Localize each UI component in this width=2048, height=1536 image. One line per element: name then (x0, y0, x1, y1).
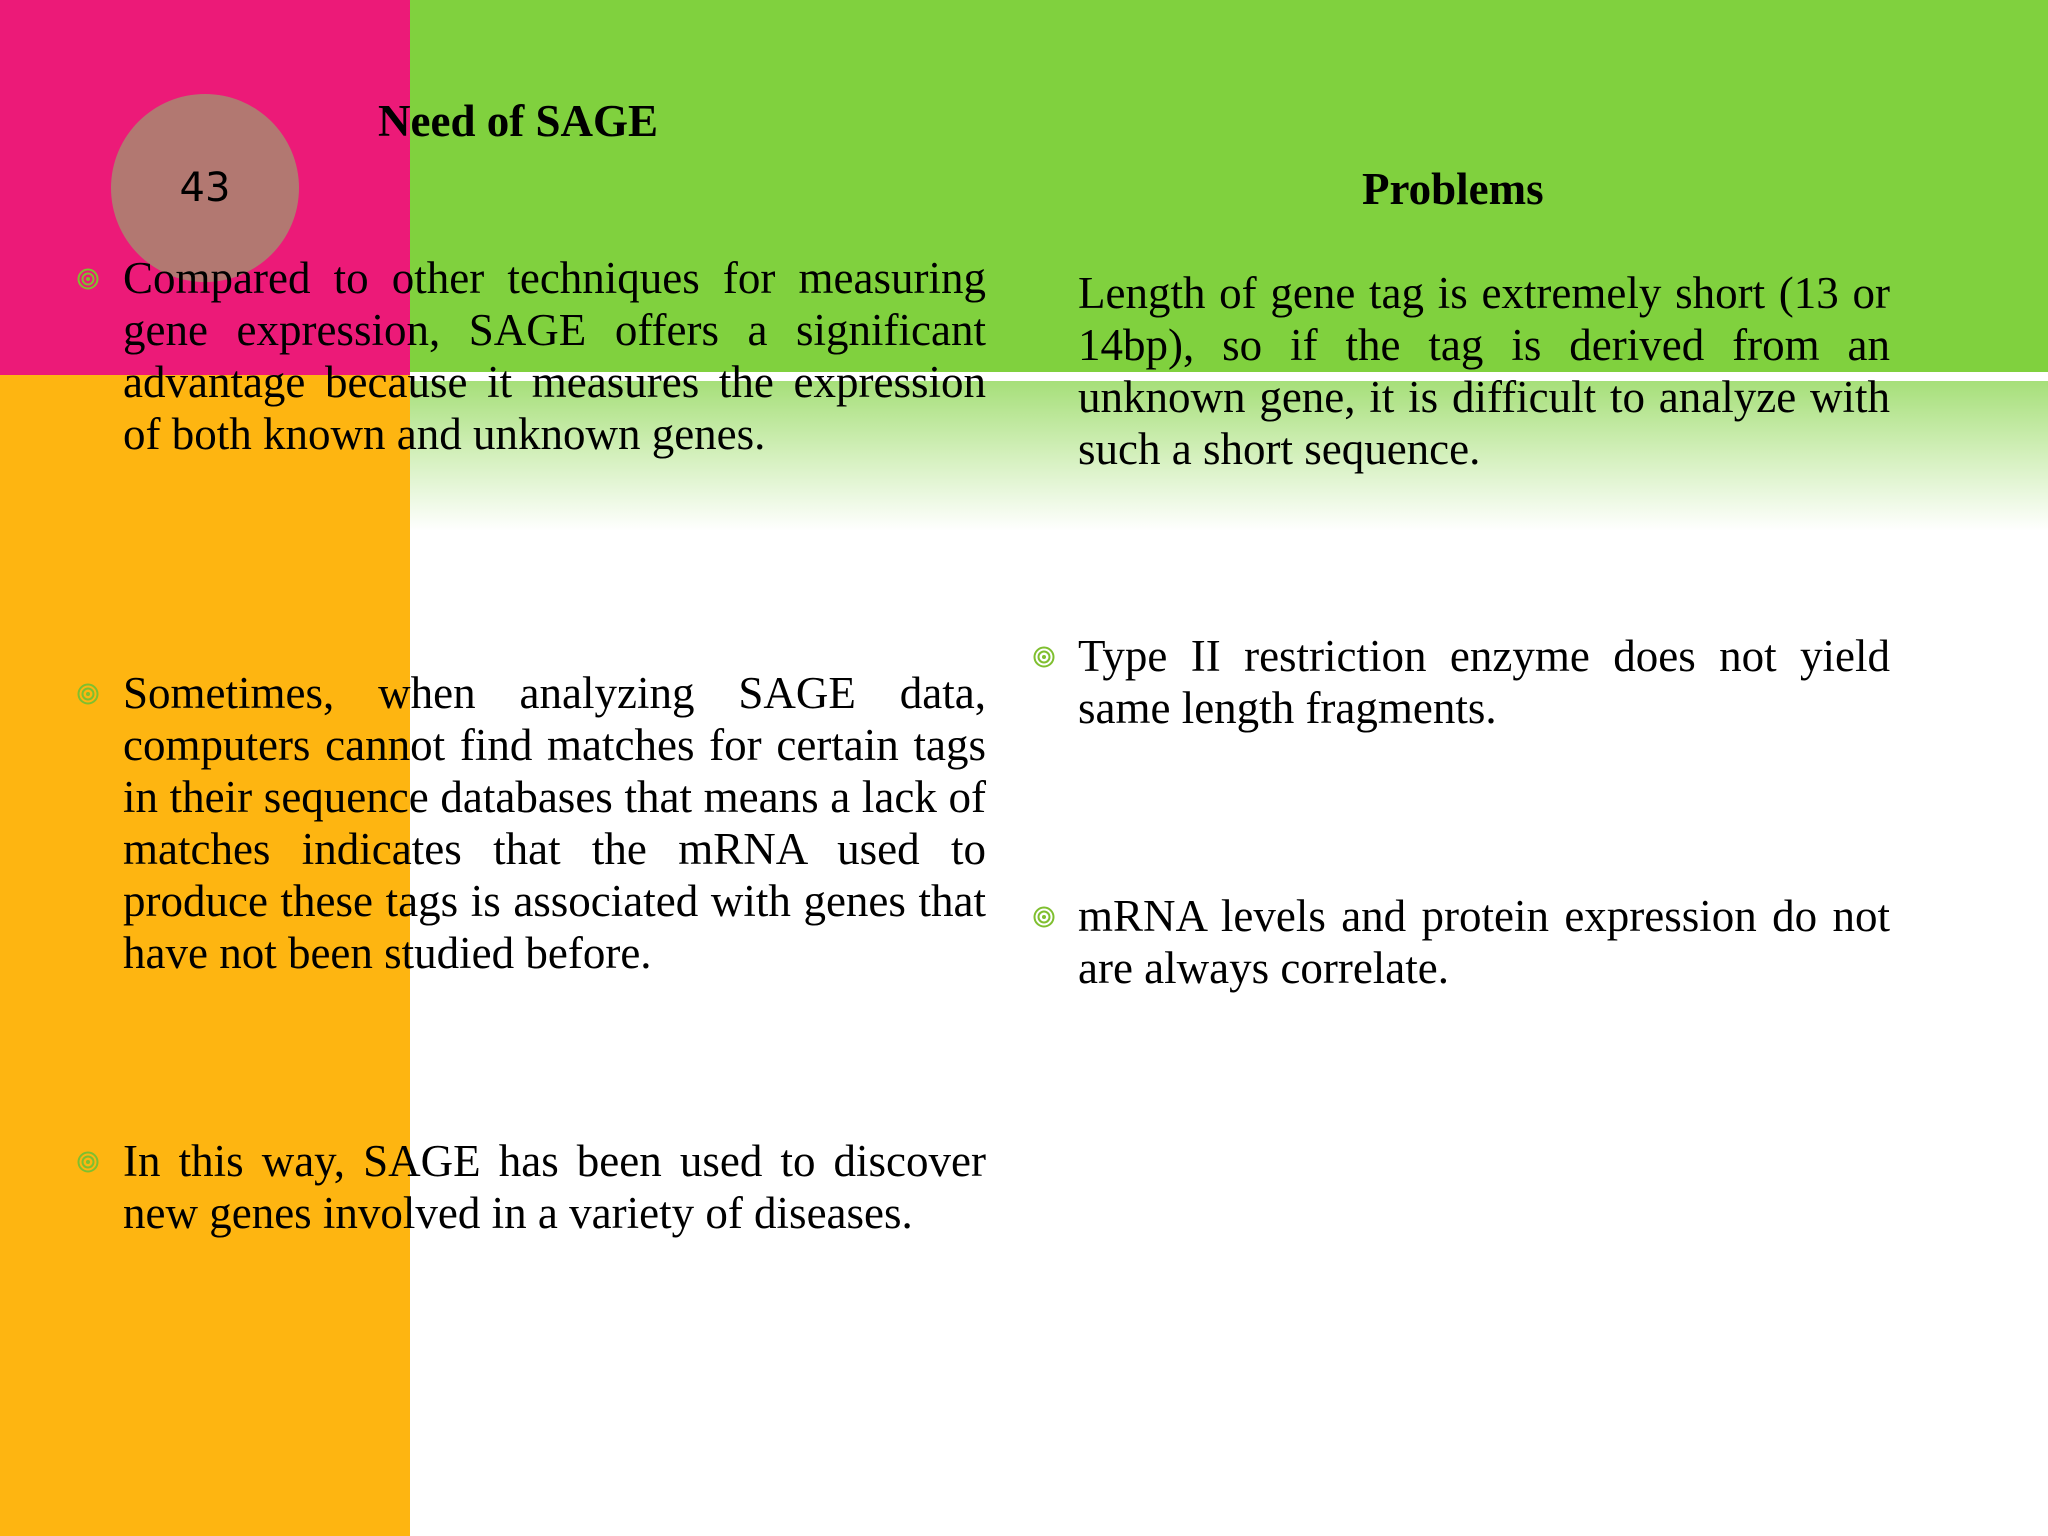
problems-bullet-2: mRNA levels and protein expression do not are always correlate. (1078, 891, 1890, 993)
need-bullet-1: Compared to other techniques for measuring gene expression, SAGE offers a significant advantage because it measures the expression of both known and unknown genes. (123, 253, 986, 459)
need-bullet-3: In this way, SAGE has been used to discover new genes involved in a variety of diseases. (123, 1136, 986, 1238)
concentric-circle-bullet-icon (77, 268, 99, 290)
concentric-circle-bullet-icon (1033, 646, 1055, 668)
concentric-circle-bullet-icon (77, 1151, 99, 1173)
heading-problems: Problems (1362, 164, 1544, 214)
concentric-circle-bullet-icon (77, 683, 99, 705)
heading-need-of-sage: Need of SAGE (378, 96, 658, 146)
need-bullet-2: Sometimes, when analyzing SAGE data, computers cannot find matches for certain tags in their sequence databases that means a lack of matches indicates that the mRNA used to produce these tags is associated with genes that have not been studied before. (123, 668, 986, 978)
page-number: 43 (179, 165, 231, 211)
concentric-circle-bullet-icon (1033, 906, 1055, 928)
problems-bullet-1: Type II restriction enzyme does not yield same length fragments. (1078, 631, 1890, 733)
problems-intro: Length of gene tag is extremely short (13 or 14bp), so if the tag is derived from an unknown gene, it is difficult to analyze with such a short sequence. (1078, 268, 1890, 474)
